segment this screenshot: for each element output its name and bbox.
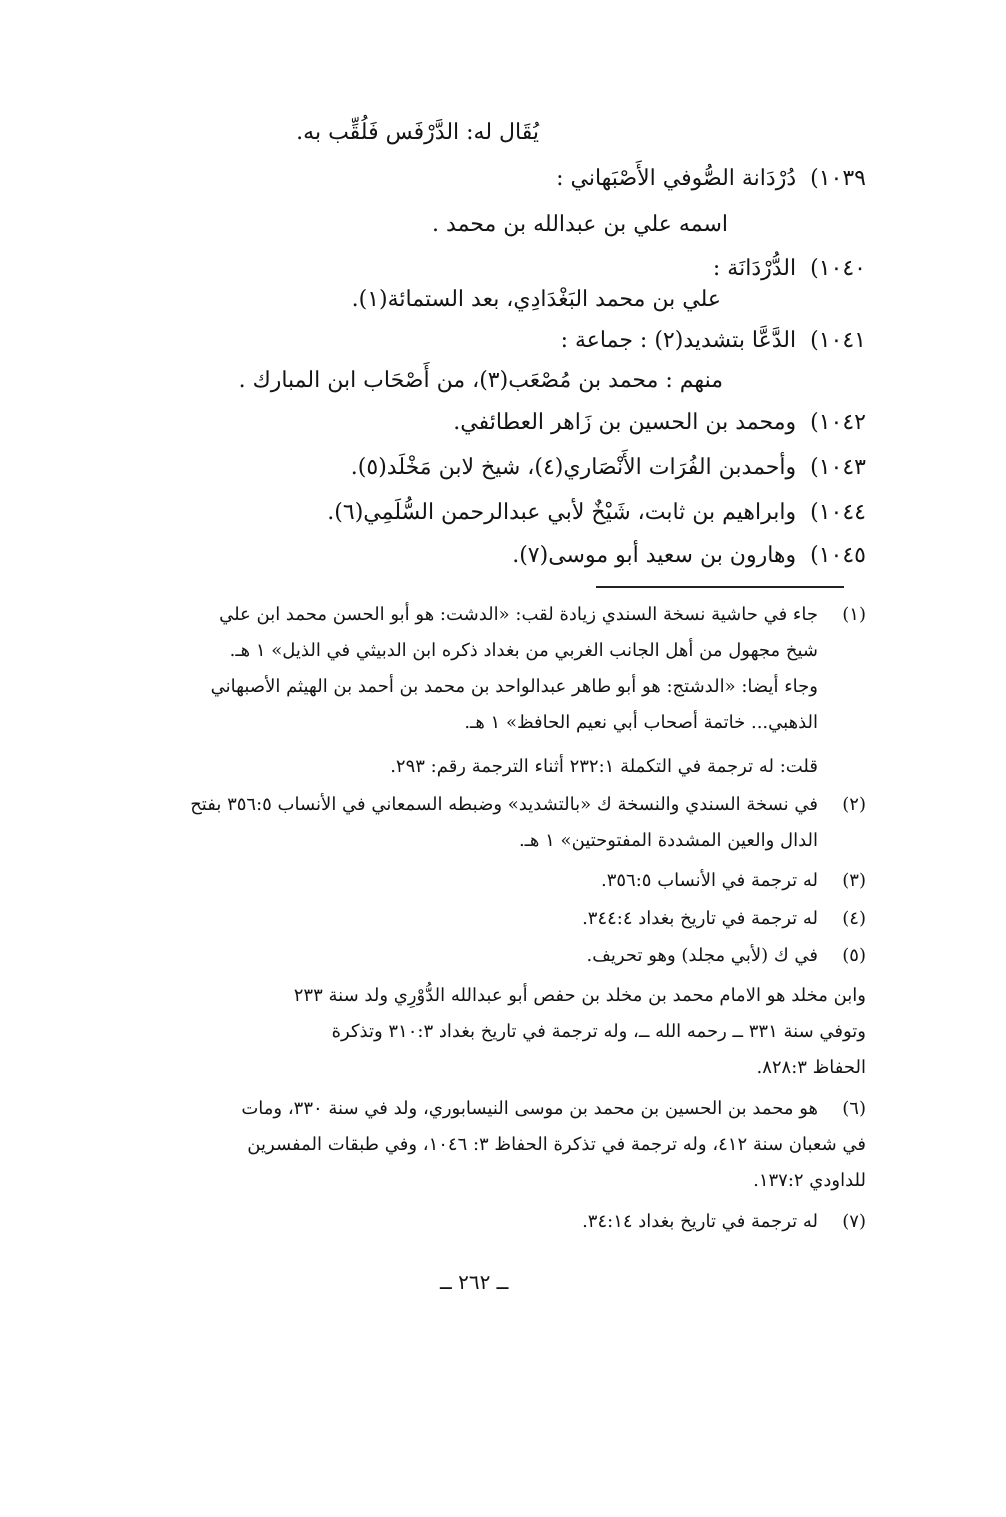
entry-number: ١٠٤٠) [810, 256, 866, 281]
footnote-number: (٥) [842, 945, 866, 966]
footnote-line: في شعبان سنة ٤١٢، وله ترجمة في تذكرة الحفاظ ٣: ١٠٤٦، وفي طبقات المفسرين [247, 1134, 866, 1155]
footnote-line: جاء في حاشية نسخة السندي زيادة لقب: «الدشت: هو أبو الحسن محمد ابن علي [219, 604, 818, 625]
footnote-line: له ترجمة في الأنساب ٣٥٦:٥. [600, 870, 818, 891]
entry-1039 [556, 166, 866, 192]
entry-1040 [713, 256, 866, 282]
footnote-line: له ترجمة في تاريخ بغداد ٣٤:١٤. [582, 1211, 818, 1232]
footnote-line: وابن مخلد هو الامام محمد بن مخلد بن حفص أبو عبدالله الدُّوْرِي ولد سنة ٢٣٣ [293, 985, 866, 1006]
footnote-separator [596, 586, 844, 588]
entry-1044 [327, 500, 866, 526]
footnote-line: الذهبي... خاتمة أصحاب أبي نعيم الحافظ» ١ هـ. [464, 712, 818, 733]
footnote-line: في نسخة السندي والنسخة ك «بالتشديد» وضبطه السمعاني في الأنساب ٣٥٦:٥ بفتح [190, 794, 818, 815]
entry-1041 [561, 328, 866, 354]
entry-1042 [453, 410, 866, 436]
footnote-number: (٦) [842, 1098, 866, 1119]
footnote-number: (٣) [842, 870, 866, 891]
entry-1041-text: منهم : محمد بن مُصْعَب(٣)، من أَصْحَاب ابن المبارك . [238, 368, 723, 393]
entry-number: ١٠٤١) [810, 328, 866, 353]
entry-text: وهارون بن سعيد أبو موسى(٧). [512, 543, 797, 568]
footnote-line: في ك (لأبي مجلد) وهو تحريف. [586, 945, 818, 966]
footnote-line: له ترجمة في تاريخ بغداد ٣٤٤:٤. [582, 908, 818, 929]
footnote-1 [219, 604, 866, 626]
footnote-line: الحفاظ ٨٢٨:٣. [756, 1057, 866, 1078]
footnote-line: للداودي ١٣٧:٢. [753, 1170, 866, 1191]
entry-1039-text: اسمه علي بن عبدالله بن محمد . [432, 212, 728, 237]
entry-1043 [351, 455, 866, 481]
footnote-number: (٧) [842, 1211, 866, 1232]
entry-number: ١٠٤٣) [810, 455, 866, 480]
entry-heading: الدَّعَّا بتشديد(٢) : جماعة : [560, 328, 797, 353]
footnote-6 [241, 1098, 866, 1120]
entry-1045 [512, 543, 866, 569]
footnote-line: شيخ مجهول من أهل الجانب الغربي من بغداد ذكره ابن الدبيثي في الذيل» ١ هـ. [229, 640, 818, 661]
footnote-7 [582, 1211, 866, 1233]
footnote-line: وجاء أيضا: «الدشتج: هو أبو طاهر عبدالواحد بن محمد بن أحمد بن الهيثم الأصبهاني [210, 676, 818, 697]
footnote-5 [587, 945, 866, 967]
footnote-line: وتوفي سنة ٣٣١ ــ رحمه الله ــ، وله ترجمة في تاريخ بغداد ٣١٠:٣ وتذكرة [331, 1021, 866, 1042]
footnote-line: الدال والعين المشددة المفتوحتين» ١ هـ. [518, 830, 818, 851]
entry-number: ١٠٤٢) [810, 410, 866, 435]
footnote-3 [601, 870, 866, 892]
entry-heading: دُرْدَانة الصُّوفي الأَصْبَهاني : [556, 166, 797, 191]
entry-heading: الدُّرْدَانَة : [712, 256, 797, 281]
footnote-2 [190, 794, 866, 816]
entry-number: ١٠٤٤) [810, 500, 866, 525]
entry-text: وأحمدبن الفُرَات الأَنْصَاري(٤)، شيخ لابن مَخْلَد(٥). [350, 455, 797, 480]
footnote-line: قلت: له ترجمة في التكملة ٢٣٢:١ أثناء الترجمة رقم: ٢٩٣. [390, 756, 818, 777]
page-number: ــ ٢٦٢ ــ [440, 1270, 509, 1294]
entry-1040-text: علي بن محمد البَغْدَادِي، بعد الستمائة(١). [351, 287, 721, 312]
entry-number: ١٠٣٩) [810, 166, 866, 191]
intro-line: يُقَال له: الدَّرْفَس فَلُقِّب به. [296, 120, 539, 145]
footnote-number: (٤) [842, 908, 866, 929]
entry-number: ١٠٤٥) [810, 543, 866, 568]
footnote-line: هو محمد بن الحسين بن محمد بن موسى النيسابوري، ولد في سنة ٣٣٠، ومات [241, 1098, 818, 1119]
footnote-number: (١) [842, 604, 866, 625]
footnote-4 [582, 908, 866, 930]
footnote-number: (٢) [842, 794, 866, 815]
entry-text: ومحمد بن الحسين بن زَاهر العطائفي. [453, 410, 797, 435]
entry-text: وابراهيم بن ثابت، شَيْخٌ لأبي عبدالرحمن السُّلَمِي(٦). [327, 500, 797, 525]
